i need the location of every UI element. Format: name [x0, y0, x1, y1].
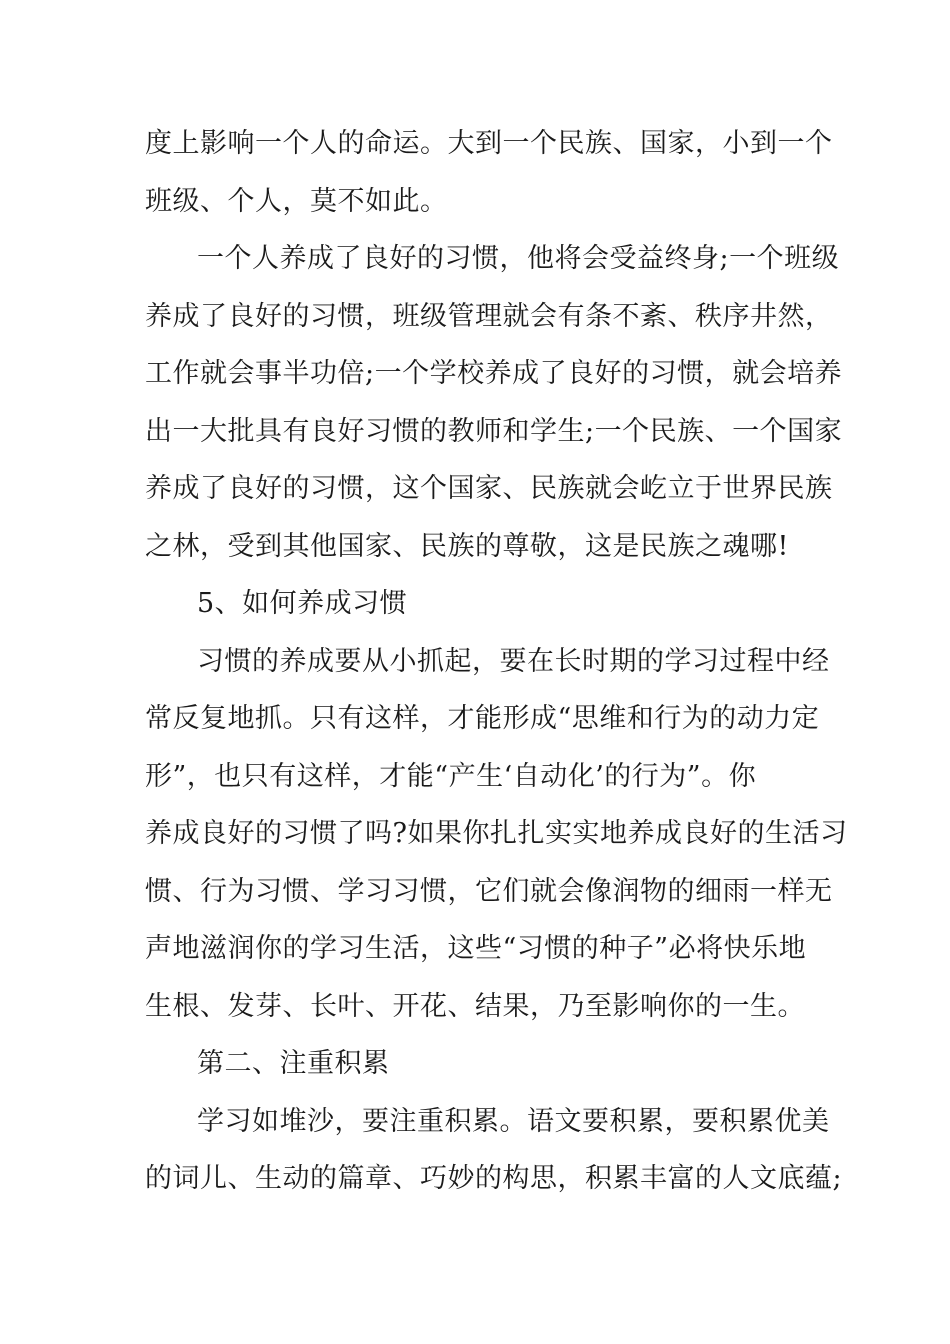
text-line: 养成良好的习惯了吗?如果你扎扎实实地养成良好的生活习: [145, 818, 848, 849]
text-line: 声地滋润你的学习生活，这些“习惯的种子”必将快乐地: [145, 933, 807, 964]
text-line: 形”，也只有这样，才能“产生‘自动化’的行为”。你: [145, 760, 757, 792]
text-line: 度上影响一个人的命运。大到一个民族、国家，小到一个: [145, 128, 833, 159]
section-heading: 第二、注重积累: [197, 1048, 390, 1079]
text-line: 惯、行为习惯、学习习惯，它们就会像润物的细雨一样无: [145, 875, 833, 907]
text-line: 班级、个人，莫不如此。: [145, 185, 448, 217]
paragraph-start-line: 习惯的养成要从小抓起，要在长时期的学习过程中经: [197, 645, 830, 677]
text-line: 工作就会事半功倍;一个学校养成了良好的习惯，就会培养: [145, 358, 843, 389]
text-line: 生根、发芽、长叶、开花、结果，乃至影响你的一生。: [145, 990, 805, 1022]
paragraph-start-line: 学习如堆沙，要注重积累。语文要积累，要积累优美: [197, 1105, 830, 1137]
text-line: 的词儿、生动的篇章、巧妙的构思，积累丰富的人文底蕴;: [145, 1163, 843, 1194]
text-line: 常反复地抓。只有这样，才能形成“思维和行为的动力定: [145, 703, 820, 734]
text-line: 出一大批具有良好习惯的教师和学生;一个民族、一个国家: [145, 415, 843, 447]
body-text: [145, 115, 848, 1208]
text-line: 养成了良好的习惯，班级管理就会有条不紊、秩序井然，: [145, 300, 833, 332]
text-line: 养成了良好的习惯，这个国家、民族就会屹立于世界民族: [145, 473, 833, 504]
text-line: 之林，受到其他国家、民族的尊敬，这是民族之魂哪!: [145, 530, 789, 562]
section-heading: 5、如何养成习惯: [197, 588, 408, 619]
paragraph-start-line: 一个人养成了良好的习惯，他将会受益终身;一个班级: [197, 243, 840, 274]
